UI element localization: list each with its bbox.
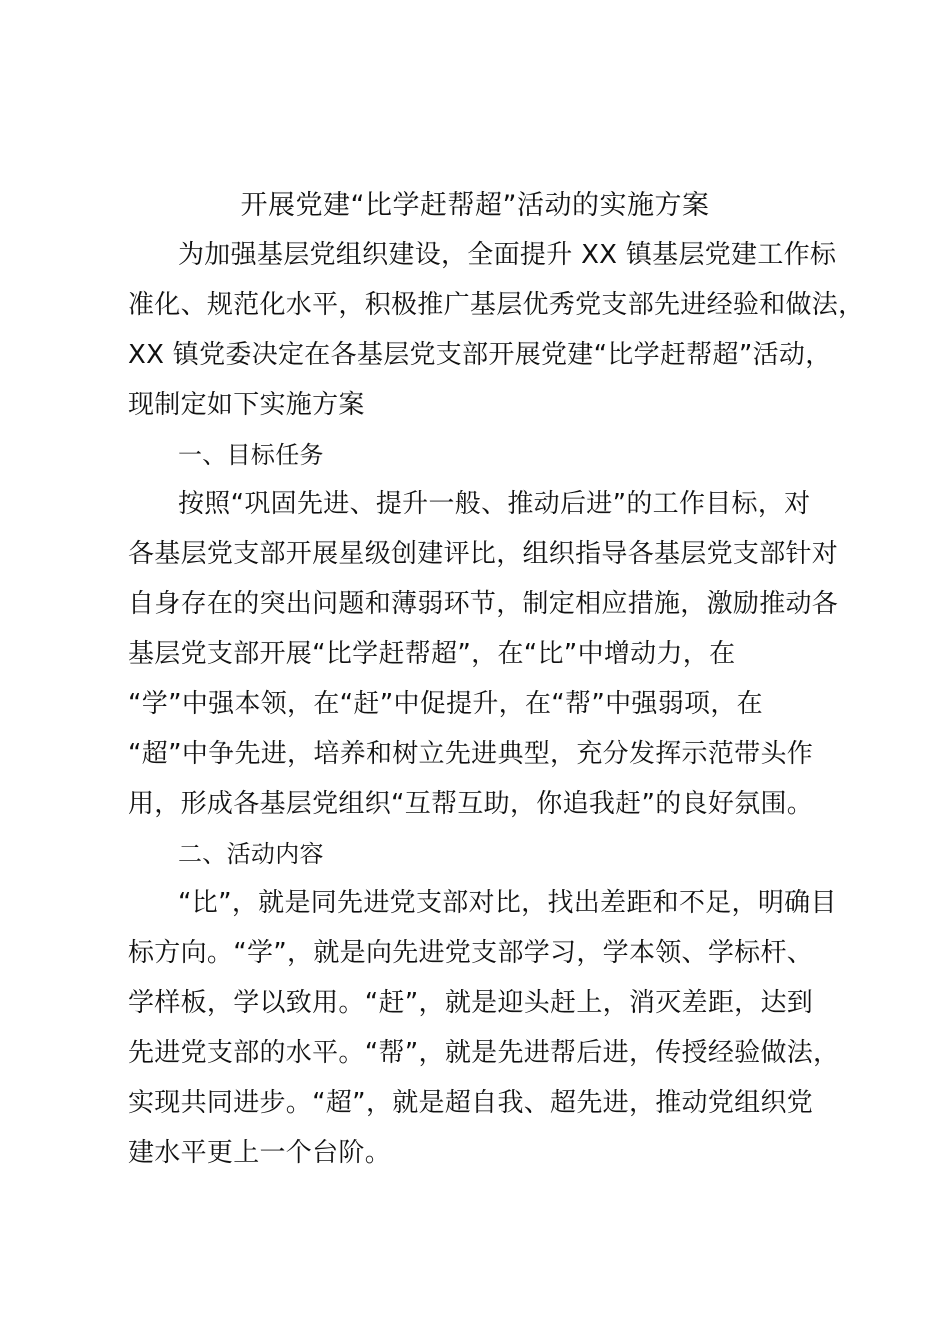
- section-1-heading: 一、目标任务: [178, 441, 324, 469]
- section-2-heading: 二、活动内容: [178, 840, 324, 868]
- intro-line-4: 现制定如下实施方案: [128, 390, 365, 420]
- section-1-line-7: 用，形成各基层党组织“互帮互助，你追我赶”的良好氛围。: [128, 789, 814, 819]
- section-1-line-6: “超”中争先进，培养和树立先进典型，充分发挥示范带头作: [128, 739, 814, 769]
- section-2-line-3: 学样板，学以致用。“赶”，就是迎头赶上，消灭差距，达到: [128, 988, 814, 1018]
- intro-line-1: 为加强基层党组织建设，全面提升 XX 镇基层党建工作标: [178, 240, 837, 270]
- section-1-line-1: 按照“巩固先进、提升一般、推动后进”的工作目标，对: [178, 489, 811, 519]
- section-1-line-2: 各基层党支部开展星级创建评比，组织指导各基层党支部针对: [128, 539, 839, 569]
- section-2-line-6: 建水平更上一个台阶。: [128, 1138, 392, 1168]
- document-title: 开展党建“比学赶帮超”活动的实施方案: [240, 190, 710, 221]
- section-1-line-5: “学”中强本领，在“赶”中促提升，在“帮”中强弱项，在: [128, 689, 763, 719]
- section-1-line-3: 自身存在的突出问题和薄弱环节，制定相应措施，激励推动各: [128, 589, 839, 619]
- section-2-line-2: 标方向。“学”，就是向先进党支部学习，学本领、学标杆、: [128, 938, 814, 968]
- section-1-line-4: 基层党支部开展“比学赶帮超”，在“比”中增动力，在: [128, 639, 736, 669]
- section-2-line-4: 先进党支部的水平。“帮”，就是先进帮后进，传授经验做法，: [128, 1038, 840, 1068]
- section-2-line-1: “比”，就是同先进党支部对比，找出差距和不足，明确目: [178, 888, 837, 918]
- intro-line-2: 准化、规范化水平，积极推广基层优秀党支部先进经验和做法，: [128, 290, 865, 320]
- section-2-line-5: 实现共同进步。“超”，就是超自我、超先进，推动党组织党: [128, 1088, 814, 1118]
- intro-line-3: XX 镇党委决定在各基层党支部开展党建“比学赶帮超”活动，: [128, 340, 832, 370]
